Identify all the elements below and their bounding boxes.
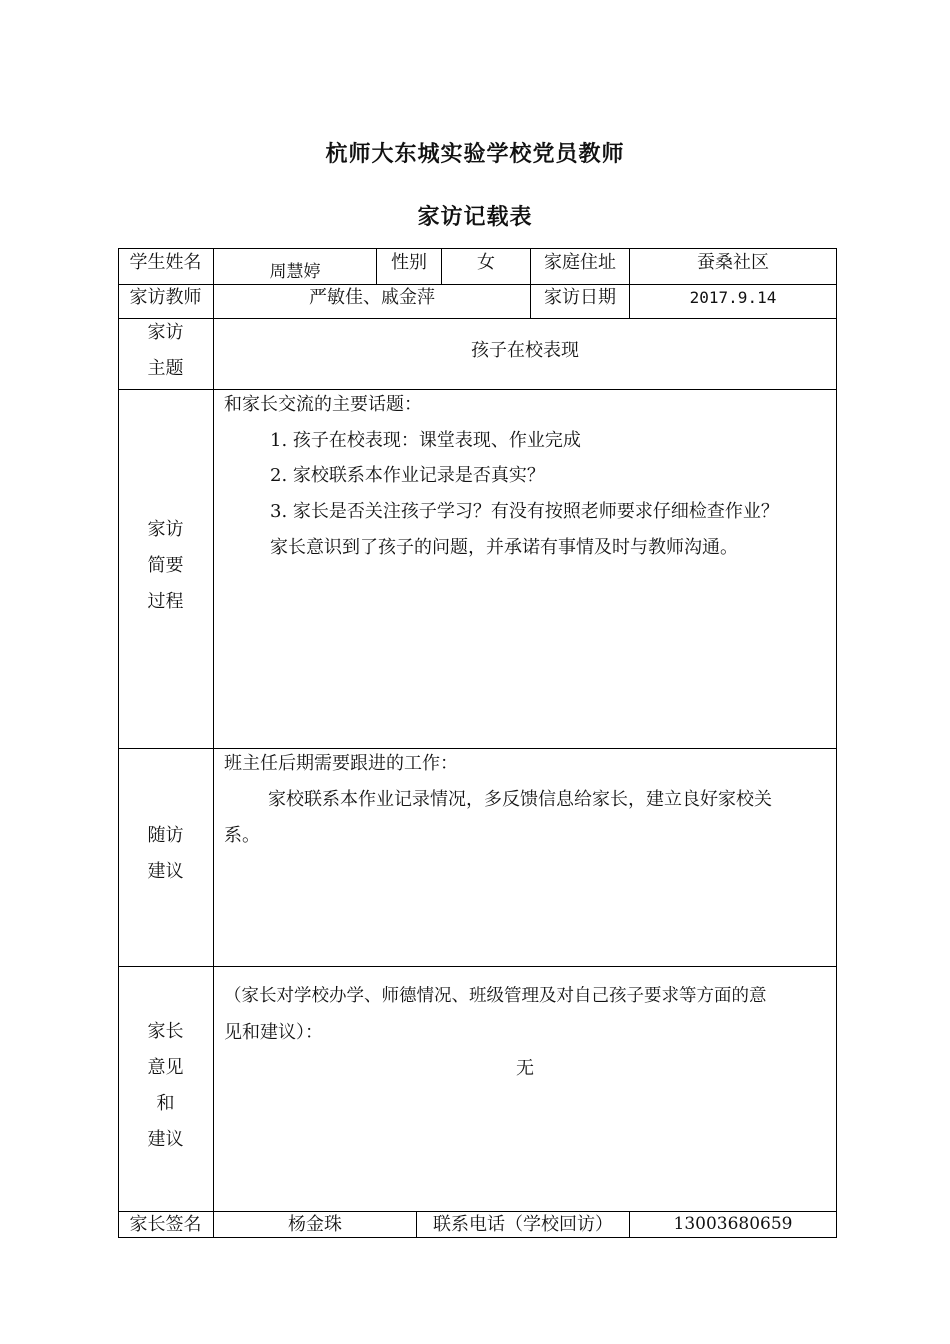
date-label: 家访日期 [544,287,616,308]
theme-label-line: 主题 [147,358,184,379]
signature-name: 杨金珠 [288,1213,342,1235]
gender-value: 女 [477,252,495,273]
table-rule [118,966,837,967]
process-label-line: 过程 [147,591,184,612]
table-rule [213,248,214,1238]
process-label [118,512,213,620]
process-item: 1. 孩子在校表现：课堂表现、作业完成 [270,430,581,451]
student-name-value: 周慧婷 [269,262,321,282]
process-label-line: 家访 [147,519,184,540]
process-item: 3. 家长是否关注孩子学习？有没有按照老师要求仔细检查作业？ [270,501,779,522]
followup-label-line: 随访 [147,825,184,846]
parent-opinion-value: 无 [516,1058,534,1079]
table-rule [118,318,837,319]
parent-opinion-label-line: 和 [156,1093,175,1114]
date-value: 2017.9.14 [689,288,777,307]
followup-text: 系。 [224,825,260,846]
signature-label: 家长签名 [129,1213,202,1235]
process-conclusion: 家长意识到了孩子的问题，并承诺有事情及时与教师沟通。 [270,537,738,558]
theme-value: 孩子在校表现 [471,340,579,361]
teacher-label: 家访教师 [129,287,202,308]
gender-label: 性别 [391,252,427,273]
process-item: 2. 家校联系本作业记录是否真实？ [270,465,545,486]
student-name-label: 学生姓名 [129,252,202,273]
process-intro: 和家长交流的主要话题： [224,394,422,415]
phone-value: 13003680659 [673,1214,793,1234]
page-title: 杭师大东城实验学校党员教师 [325,141,625,167]
phone-label: 联系电话（学校回访） [433,1213,613,1235]
table-rule [118,748,837,749]
followup-label [118,818,213,890]
followup-text: 家校联系本作业记录情况，多反馈信息给家长，建立良好家校关 [268,789,772,810]
theme-label [118,316,213,386]
parent-opinion-prompt: （家长对学校办学、师德情况、班级管理及对自己孩子要求等方面的意 [224,986,767,1006]
theme-label-line: 家访 [147,322,184,343]
table-border [118,1237,837,1238]
page-subtitle: 家访记载表 [417,204,533,230]
followup-intro: 班主任后期需要跟进的工作： [224,753,458,774]
parent-opinion-label-line: 家长 [147,1021,184,1042]
parent-opinion-label [118,1014,213,1158]
teacher-value: 严敏佳、戚金萍 [309,287,435,308]
parent-opinion-label-line: 意见 [147,1057,184,1078]
table-border [836,248,837,1238]
parent-opinion-prompt: 见和建议）： [224,1022,323,1043]
table-rule [118,389,837,390]
address-label: 家庭住址 [544,252,616,273]
parent-opinion-label-line: 建议 [147,1129,184,1150]
process-label-line: 简要 [147,555,184,576]
followup-label-line: 建议 [147,861,184,882]
address-value: 蚕桑社区 [697,252,769,273]
